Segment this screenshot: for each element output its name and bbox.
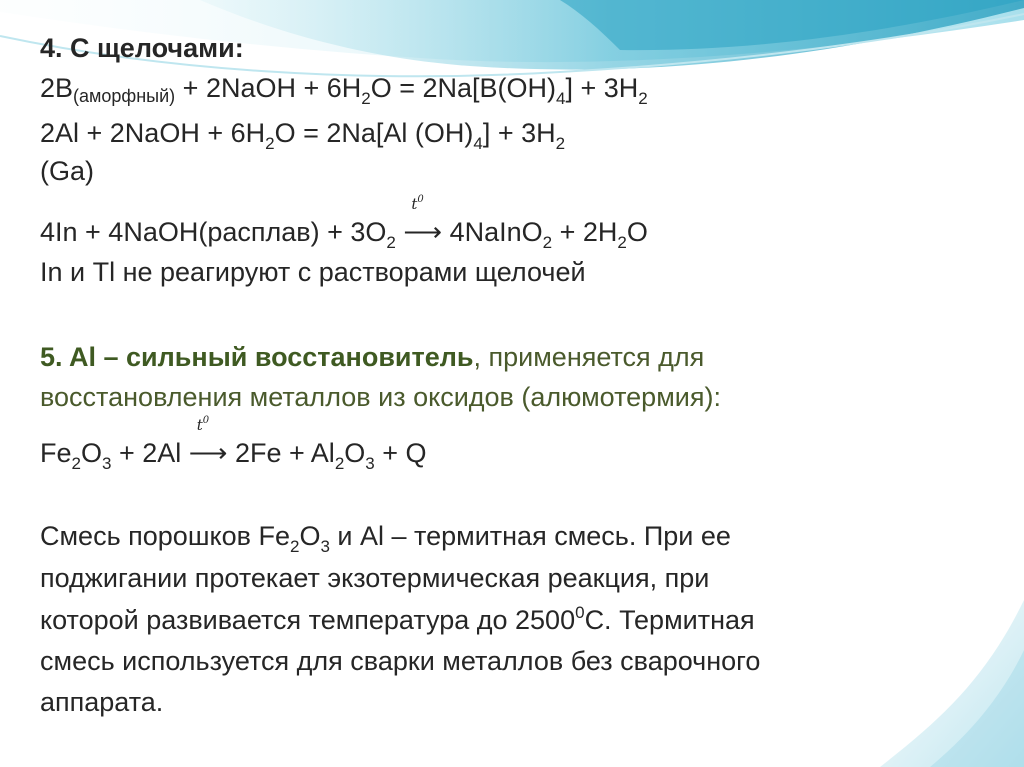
equation-aluminium: 2Al + 2NaOH + $6H_2O = 2Na[Al$ $(OH)_4] + 3H_2$ [40,118,566,153]
thermite-para-line4: смесь используется для сварки металлов без сварочного [40,646,761,676]
section5-line2: восстановления металлов из оксидов (алюмотермия): [40,382,721,412]
section4-heading: 4. С щелочами: [40,33,244,63]
reaction-arrow: $t^0$ ⟶ [403,216,442,248]
section5-heading: 5. Al – сильный восстановитель, применяется для [40,342,705,372]
reaction-arrow: $t^0$ ⟶ [189,437,228,469]
equation-thermite: $Fe_2O_3 + 2Al$ $t^0$ ⟶ $2Fe + Al_2O_3 + Q$ [40,437,427,469]
in-tl-note: In и Tl не реагируют с растворами щелочей [40,257,586,287]
temperature-mark: $t^0$ [411,194,424,213]
thermite-para-line5: аппарата. [40,687,164,717]
equation-boron: 2B(аморфный) + 2NaOH + $6H_2O = 2Na[B(OH)_4] + 3H_2$ [40,73,648,108]
temperature-mark: $t^0$ [196,415,210,434]
equation-indium: 4In + 4NaOH(расплав) + $3O_2$ $t^0$ ⟶ 4NaInO$_2$ + $2H_2O$ [40,216,648,248]
thermite-para-line2: поджигании протекает экзотермическая реакция, при [40,563,710,593]
gallium-note: (Ga) [40,156,94,186]
thermite-para-line3: которой развивается температура до 2500$^0$С. Термитная [40,603,755,635]
thermite-para-line1: Смесь порошков $Fe_2O_3$ и Al – термитная смесь. При ее [40,521,731,556]
